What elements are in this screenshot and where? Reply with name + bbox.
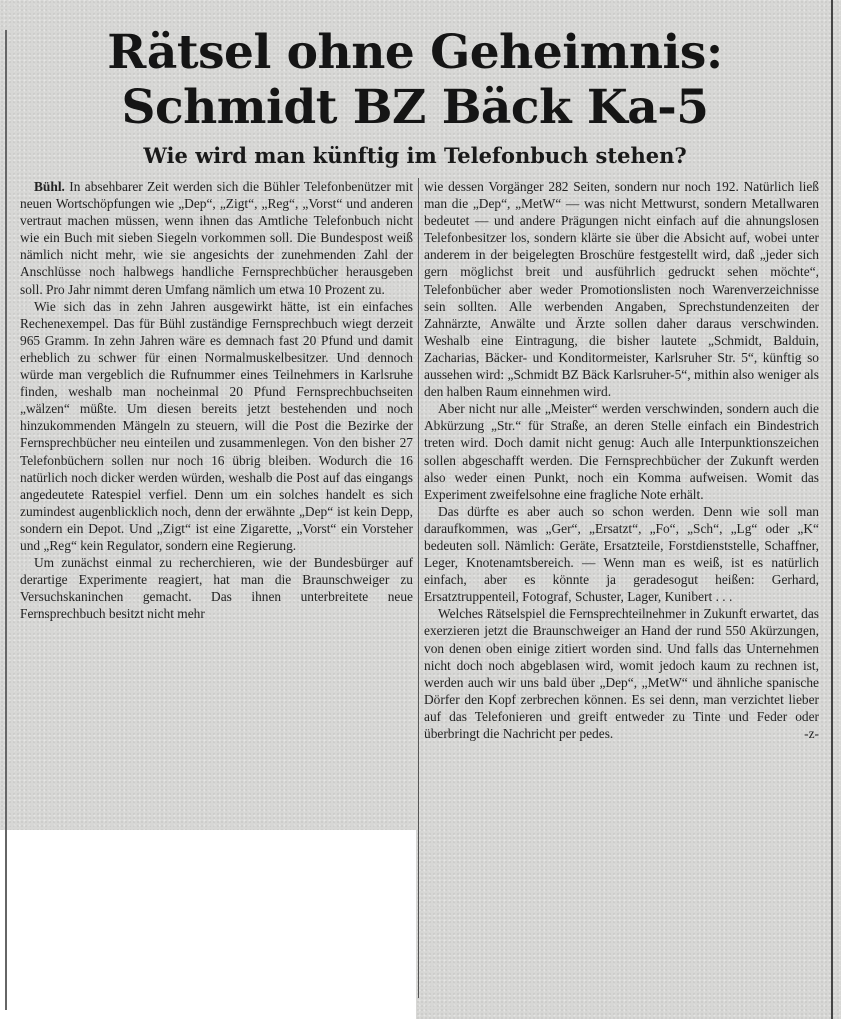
paragraph: wie dessen Vorgänger 282 Seiten, sondern nur noch 192. Natürlich ließ man die „Dep“, „MetW“ — was nicht Mettwurst, sondern Metallwaren bedeutet — und andere Prägungen nicht einfach auf die ahnungslosen Telefonbesitzer los, sondern klärte sie über die Absicht auf, wobei unter anderem in der beigelegten Broschüre festgestellt wird, daß „jeder sich gern möglichst breit und ausführlich gedruckt sehen möchte“, Telefonbücher aber weder Promotionslisten noch Warenverzeichnisse sein sollten. Alle werbenden Angaben, Sprechstundenzeiten der Zahnärzte, Anwälte und Ärzte sollen daher daraus verschwinden. Weshalb eine Eintragung, die bisher lautete „Schmidt, Balduin, Zacharias, Bäcker- und Konditormeister, Karlsruher Str. 5“, künftig so aussehen wird: „Schmidt BZ Bäck Karlsruher-5“, mithin also weniger als den halben Raum einnehmen wird. [424, 179, 819, 400]
clipping-right-edge [831, 0, 833, 1019]
paragraph: Aber nicht nur alle „Meister“ werden verschwinden, sondern auch die Abkürzung „Str.“ für Straße, an deren Stelle einfach ein Bindestrich treten wird. Doch damit nicht genug: Auch alle Interpunktionszeichen sollen abgeschafft werden. Die Fernsprechbücher der Zukunft werden also weder einen Punkt, noch ein Komma aufweisen. Womit das Experiment zweifelsohne eine fragliche Note erhält. [424, 401, 819, 502]
headline-line-2: Schmidt BZ Bäck Ka-5 [121, 80, 709, 135]
paragraph: Das dürfte es aber auch so schon werden. Denn wie soll man daraufkommen, was „Ger“, „Ersatzt“, „Fo“, „Sch“, „Lg“ oder „K“ bedeuten soll. Nämlich: Geräte, Ersatzteile, Forstdienststelle, Schaffner, Leger, Knotenamtsbereich. — Wenn man es weiß, ist es natürlich einfach, aber es könnte ja geradesogut heißen: Gerhard, Ersatztruppenteil, Fotograf, Schuster, Lager, Kunibert . . . [424, 503, 819, 605]
author-signature: -z- [804, 726, 819, 741]
paragraph [20, 178, 413, 298]
article-left-column [20, 178, 413, 622]
paragraph: Wie sich das in zehn Jahren ausgewirkt hätte, ist ein einfaches Rechenexempel. Das für Bühl zuständige Fernsprechbuch wiegt derzeit 965 Gramm. In zehn Jahren wäre es demnach fast 20 Pfund und damit erheblich zu schwer für einen Normalmuskelbesitzer. Und dennoch würde man vergeblich die Rufnummer eines Teilnehmers in Karlsruhe finden, weshalb man nocheinmal 20 Pfund Fernsprechbuchseiten „wälzen“ müßte. Um diesen bereits jetzt bestehenden und noch hinzukommenden Mängeln zu steuern, will die Post die Bezirke der Fernsprechbücher neu einteilen und zusammenlegen. Von den bisher 27 Telefonbüchern sollen nur noch 16 übrig bleiben. Wodurch die 16 natürlich noch dicker werden würden, weshalb die Post auf das eingangs angedeutete Ratespiel verfiel. Denn um ein solches handelt es sich zumindest augenblicklich noch, denn der erwähnte „Dep“ ist kein Depp, sondern ein Depot. Und „Zigt“ ist eine Zigarette, „Vorst“ ein Vorsteher und „Reg“ kein Regulator, sondern eine Regierung. [20, 298, 413, 553]
clipping-left-edge [5, 30, 7, 1010]
blank-area [0, 830, 416, 1019]
headline-line-1: Rätsel ohne Geheimnis: [107, 25, 723, 80]
paragraph-text: In absehbarer Zeit werden sich die Bühler Telefonbenützer mit neuen Wortschöpfungen wie „Dep“, „Zigt“, „Reg“, „Vorst“ und anderen vertraut machen müssen, wenn ihnen das Amtliche Telefonbuch nicht wie ein Buch mit sieben Siegeln vorkommen soll. Die Bundespost weiß nämlich nicht mehr, wie sie angesichts der zunehmenden Zahl der Anschlüsse noch halbwegs handliche Fernsprechbücher herausgeben soll. Pro Jahr nimmt deren Umfang nämlich um etwa 10 Prozent zu. [20, 179, 413, 297]
paragraph: Um zunächst einmal zu recherchieren, wie der Bundesbürger auf derartige Experimente reagiert, hat man die Braunschweiger zu Versuchskaninchen gemacht. Das ihnen unterbreitete neue Fernsprechbuch besitzt nicht mehr [20, 555, 413, 622]
dateline: Bühl. [34, 179, 65, 194]
column-divider [418, 178, 419, 998]
article-right-column [424, 178, 819, 742]
paragraph [424, 605, 819, 742]
subheadline: Wie wird man künftig im Telefonbuch stehen? [143, 143, 687, 168]
paragraph-text: Welches Rätselspiel die Fernsprechteilnehmer in Zukunft erwartet, das exerzieren jetzt die Braunschweiger an Hand der rund 550 Akürzungen, von denen oben einige zitiert worden sind. Und falls das Unternehmen nicht doch noch abgeblasen wird, womit jedoch kaum zu rechnen ist, werden auch wir uns bald über „Dep“, „MetW“ und ähnliche spanische Dörfer den Kopf zerbrechen können. Es sei denn, man verzichtet lieber auf das Telefonieren und greift entweder zu Tinte und Feder oder überbringt die Nachricht per pedes. [424, 606, 819, 741]
